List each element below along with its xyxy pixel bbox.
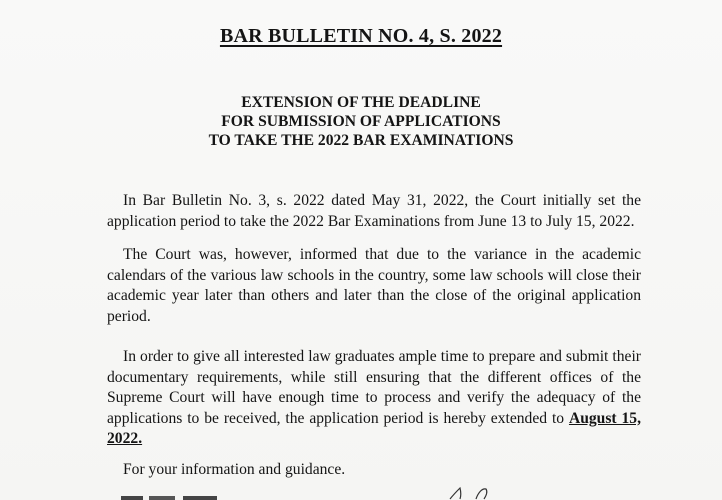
partial-text-mark <box>121 494 221 500</box>
bulletin-title: BAR BULLETIN NO. 4, S. 2022 <box>219 25 503 47</box>
paragraph-3 <box>107 347 641 450</box>
paragraph-2: The Court was, however, informed that due to the variance in the academic calendars of the various law schools in the country, some law schools will close their academic year later than others and later than the close of the original application period. <box>107 246 641 325</box>
extended-deadline-date: August 15, 2022. <box>107 409 641 447</box>
closing-line: For your information and guidance. <box>123 461 346 478</box>
signature-mark <box>446 484 506 500</box>
paragraph-1: In Bar Bulletin No. 3, s. 2022 dated May 31, 2022, the Court initially set the application period to take the 2022 Bar Examinations from June 13 to July 15, 2022. <box>107 192 641 230</box>
subject-line-3: TO TAKE THE 2022 BAR EXAMINATIONS <box>208 132 514 149</box>
subject-line-1: EXTENSION OF THE DEADLINE <box>241 94 481 111</box>
subject-line-2: FOR SUBMISSION OF APPLICATIONS <box>221 113 501 130</box>
bulletin-subject <box>0 93 722 150</box>
paragraph-3-text: In order to give all interested law graduates ample time to prepare and submit their documentary requirements, while still ensuring that the different offices of the Supreme Court will have enough time to process and verify the adequacy of the applications to be received, the application period is hereby extended to <box>107 348 641 427</box>
